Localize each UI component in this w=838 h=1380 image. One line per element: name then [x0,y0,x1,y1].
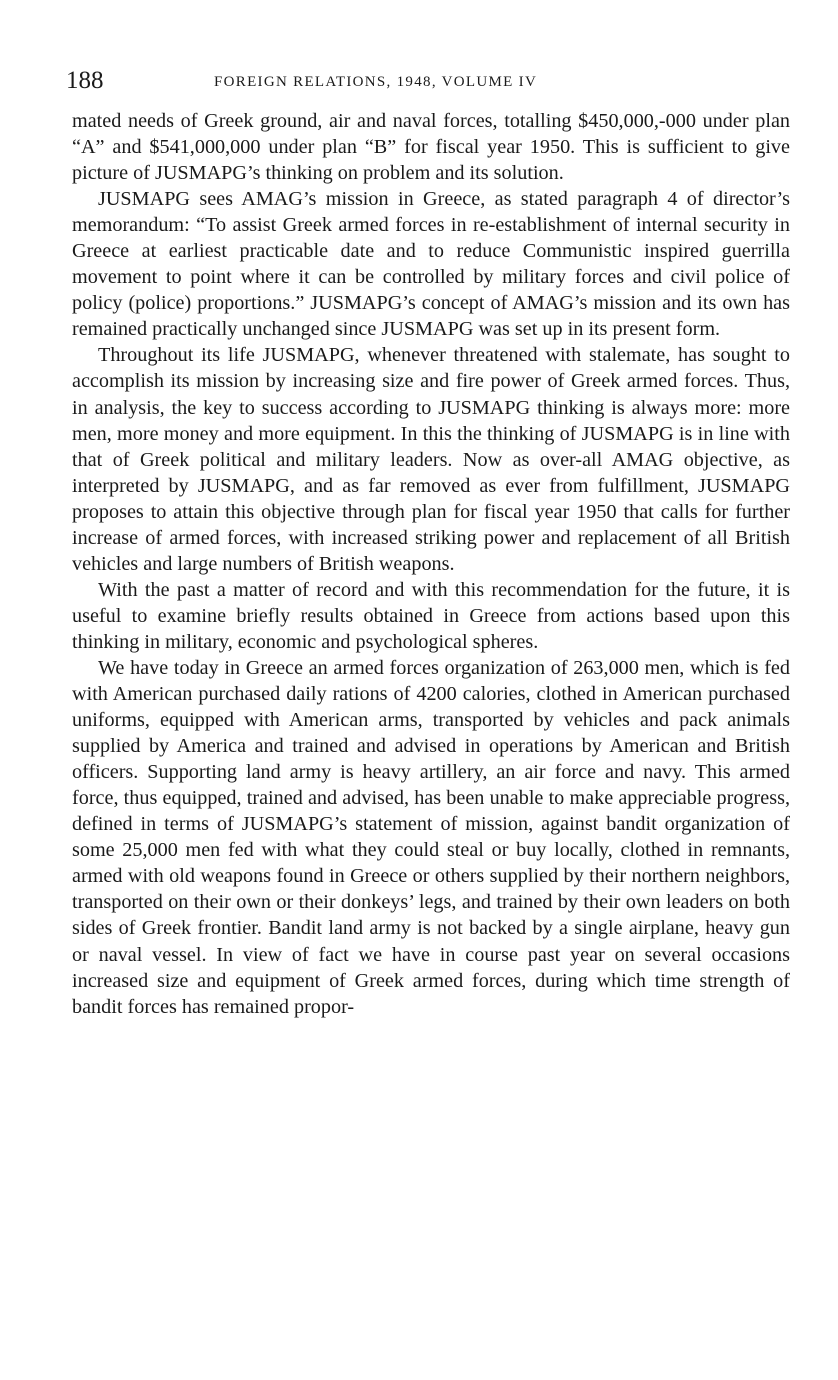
paragraph: We have today in Greece an armed forces organization of 263,000 men, which is fed with American purchased daily rations of 4200 calories, clothed in American purchased uniforms, equipped with American arms, transported by vehicles and pack animals supplied by America and trained and advised in operations by American and British officers. Supporting land army is heavy artillery, an air force and navy. This armed force, thus equipped, trained and advised, has been unable to make appreciable progress, defined in terms of JUSMAPG’s statement of mission, against bandit organization of some 25,000 men fed with what they could steal or buy locally, clothed in remnants, armed with old weapons found in Greece or others supplied by their northern neighbors, transported on their own or their donkeys’ legs, and trained by their own leaders on both sides of Greek frontier. Bandit land army is not backed by a single airplane, heavy gun or naval vessel. In view of fact we have in course past year on several occasions increased size and equipment of Greek armed forces, during which time strength of bandit forces has remained propor- [72,656,790,1018]
paragraph: Throughout its life JUSMAPG, whenever threatened with stalemate, has sought to accomplish its mission by increasing size and fire power of Greek armed forces. Thus, in analysis, the key to success according to JUSMAPG thinking is always more: more men, more money and more equipment. In this the thinking of JUSMAPG is in line with that of Greek political and military leaders. Now as over-all AMAG objective, as interpreted by JUSMAPG, and as far removed as ever from fulfillment, JUSMAPG proposes to attain this objective through plan for fiscal year 1950 that calls for further increase of armed forces, with increased striking power and replacement of all British vehicles and large numbers of British weapons. [72,344,790,575]
paragraph-continued: mated needs of Greek ground, air and naval forces, totalling $450,000,-000 under plan “A” and $541,000,000 under plan “B” for fiscal year 1950. This is sufficient to give picture of JUSMAPG’s thinking on problem and its solution. [72,110,790,185]
body-text [72,108,790,1020]
paragraph: JUSMAPG sees AMAG’s mission in Greece, as stated paragraph 4 of director’s memorandum: “To assist Greek armed forces in re-establishment of internal security in Greece at earliest practicable date and to reduce Communistic inspired guerrilla movement to point where it can be controlled by military forces and civil police of policy (police) proportions.” JUSMAPG’s concept of AMAG’s mission and its own has remained practically unchanged since JUSMAPG was set up in its present form. [72,188,790,341]
running-head: FOREIGN RELATIONS, 1948, VOLUME IV [214,74,538,90]
page-header [66,64,782,98]
page-number: 188 [66,67,104,94]
paragraph: With the past a matter of record and with this recommendation for the future, it is useful to examine briefly results obtained in Greece from actions based upon this thinking in military, economic and psychological spheres. [72,578,790,653]
